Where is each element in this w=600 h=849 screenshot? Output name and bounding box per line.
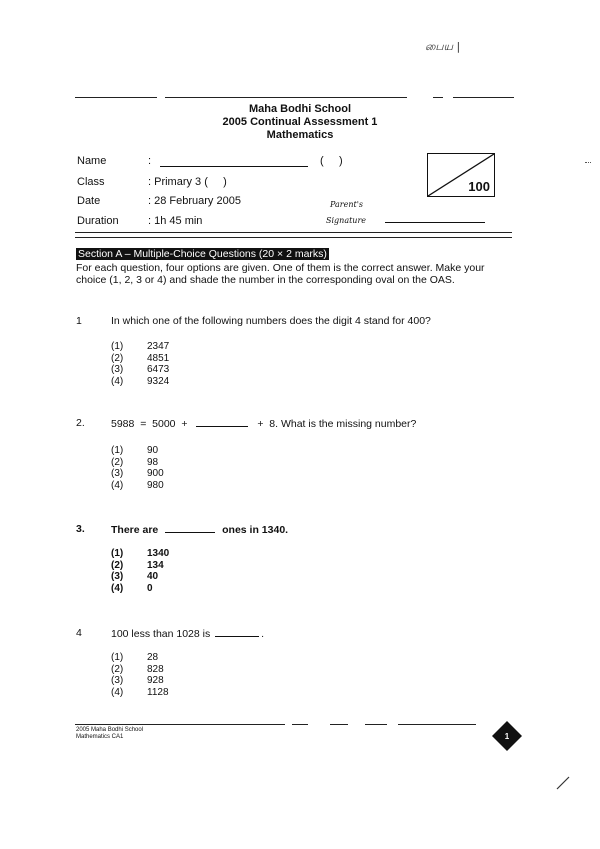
option-value: 4851	[147, 352, 170, 364]
option	[111, 560, 169, 572]
option-value: 6473	[147, 364, 170, 375]
question-4-text-before: 100 less than 1028 is	[111, 628, 211, 640]
question-4-text	[111, 627, 264, 640]
question-3-text-before: There are	[111, 524, 159, 536]
option-value: 98	[147, 456, 159, 468]
option	[111, 468, 164, 480]
option-value: 1128	[147, 686, 169, 698]
subject-title: Mathematics	[266, 129, 334, 141]
option-value: 2347	[147, 341, 170, 352]
option	[111, 571, 169, 583]
option-number: (2)	[111, 663, 124, 675]
footer-subject: Mathematics CA1	[76, 734, 124, 740]
option-value: 828	[147, 663, 164, 675]
option	[111, 652, 169, 664]
question-4-blank[interactable]	[215, 627, 259, 637]
option-number: (1)	[111, 548, 124, 559]
score-total: 100	[468, 179, 490, 194]
option-value: 28	[147, 652, 159, 663]
option	[111, 480, 164, 492]
option-number: (1)	[111, 652, 124, 663]
option-value: 40	[147, 571, 159, 582]
signature-line[interactable]	[385, 222, 485, 223]
option	[111, 376, 169, 388]
option-value: 134	[147, 559, 164, 571]
question-3-blank[interactable]	[165, 523, 215, 533]
name-label: Name	[77, 155, 107, 167]
option	[111, 675, 169, 687]
name-line[interactable]	[160, 166, 308, 167]
option-number: (1)	[111, 341, 124, 352]
date-label: Date	[77, 195, 101, 207]
parent-label: Parent's	[330, 200, 364, 209]
option-number: (3)	[111, 468, 124, 479]
section-a-instructions: For each question, four options are given. One of them is the correct answer. Make your choice (1, 2, 3 or 4) and shade the number in the corresponding oval on the OAS.	[76, 262, 485, 286]
option-number: (4)	[111, 479, 124, 491]
class-label: Class	[77, 176, 105, 188]
register-number-brackets: ( )	[320, 155, 343, 167]
option	[111, 445, 164, 457]
option-number: (2)	[111, 456, 124, 468]
pen-mark	[556, 776, 570, 790]
option-value: 900	[147, 468, 164, 479]
question-3-options	[111, 548, 169, 594]
option-value: 980	[147, 479, 164, 491]
option-number: (3)	[111, 364, 124, 375]
header-rule-2	[75, 237, 512, 238]
header-rule-1	[75, 232, 512, 233]
footer-rule-dash-2	[330, 724, 348, 725]
footer-school: 2005 Maha Bodhi School	[76, 727, 144, 733]
corner-note: பைய |	[425, 40, 461, 53]
option-value: 928	[147, 675, 164, 686]
question-2-number: 2.	[76, 417, 85, 429]
top-rule-middle	[165, 97, 407, 98]
option-value: 1340	[147, 548, 170, 559]
date-value: : 28 February 2005	[148, 195, 241, 207]
page-number: 1	[504, 732, 510, 741]
question-2-text	[111, 417, 416, 430]
page-number-diamond	[492, 721, 522, 751]
footer-text	[76, 727, 143, 741]
option	[111, 583, 169, 595]
top-rule-left	[75, 97, 157, 98]
score-box	[427, 153, 495, 197]
question-3-number: 3.	[76, 523, 85, 535]
option-number: (4)	[111, 686, 124, 698]
header-block	[150, 103, 450, 142]
option	[111, 353, 169, 365]
option	[111, 664, 169, 676]
question-1-text: In which one of the following numbers does the digit 4 stand for 400?	[111, 315, 431, 327]
option	[111, 364, 169, 376]
name-colon: :	[148, 155, 152, 167]
footer-rule-dash-1	[292, 724, 308, 725]
question-1-number: 1	[76, 315, 82, 327]
option	[111, 341, 169, 353]
option	[111, 457, 164, 469]
question-4-number: 4	[76, 627, 82, 639]
option-value: 0	[147, 582, 153, 594]
footer-rule-right	[398, 724, 476, 725]
question-2-blank[interactable]	[196, 417, 248, 427]
top-rule-dash	[433, 97, 443, 98]
edge-mark	[585, 162, 591, 163]
option-number: (3)	[111, 675, 124, 686]
signature-label: Signature	[326, 216, 367, 225]
option	[111, 548, 169, 560]
option-number: (2)	[111, 559, 124, 571]
option-value: 90	[147, 445, 159, 456]
option-number: (4)	[111, 582, 124, 594]
duration-label: Duration	[77, 215, 119, 227]
option-number: (1)	[111, 445, 124, 456]
question-2-text-before: 5988 = 5000 +	[111, 418, 188, 430]
assessment-title: 2005 Continual Assessment 1	[222, 116, 378, 128]
option-value: 9324	[147, 375, 170, 387]
question-3-text-after: ones in 1340.	[222, 524, 289, 536]
option-number: (4)	[111, 375, 124, 387]
section-a-heading: Section A – Multiple-Choice Questions (20 × 2 marks)	[78, 248, 327, 260]
question-1-options	[111, 341, 169, 387]
option-number: (2)	[111, 352, 124, 364]
footer-rule	[75, 724, 285, 725]
question-4-options	[111, 652, 169, 698]
option	[111, 687, 169, 699]
top-rule-right	[453, 97, 514, 98]
question-4-text-after: .	[261, 628, 265, 640]
question-3-text	[111, 523, 288, 536]
question-2-options	[111, 445, 164, 491]
question-2-text-after: + 8. What is the missing number?	[257, 418, 417, 430]
class-value: : Primary 3 ( )	[148, 176, 227, 188]
duration-value: : 1h 45 min	[148, 215, 203, 227]
option-number: (3)	[111, 571, 124, 582]
footer-rule-dash-3	[365, 724, 387, 725]
school-name: Maha Bodhi School	[248, 103, 352, 115]
